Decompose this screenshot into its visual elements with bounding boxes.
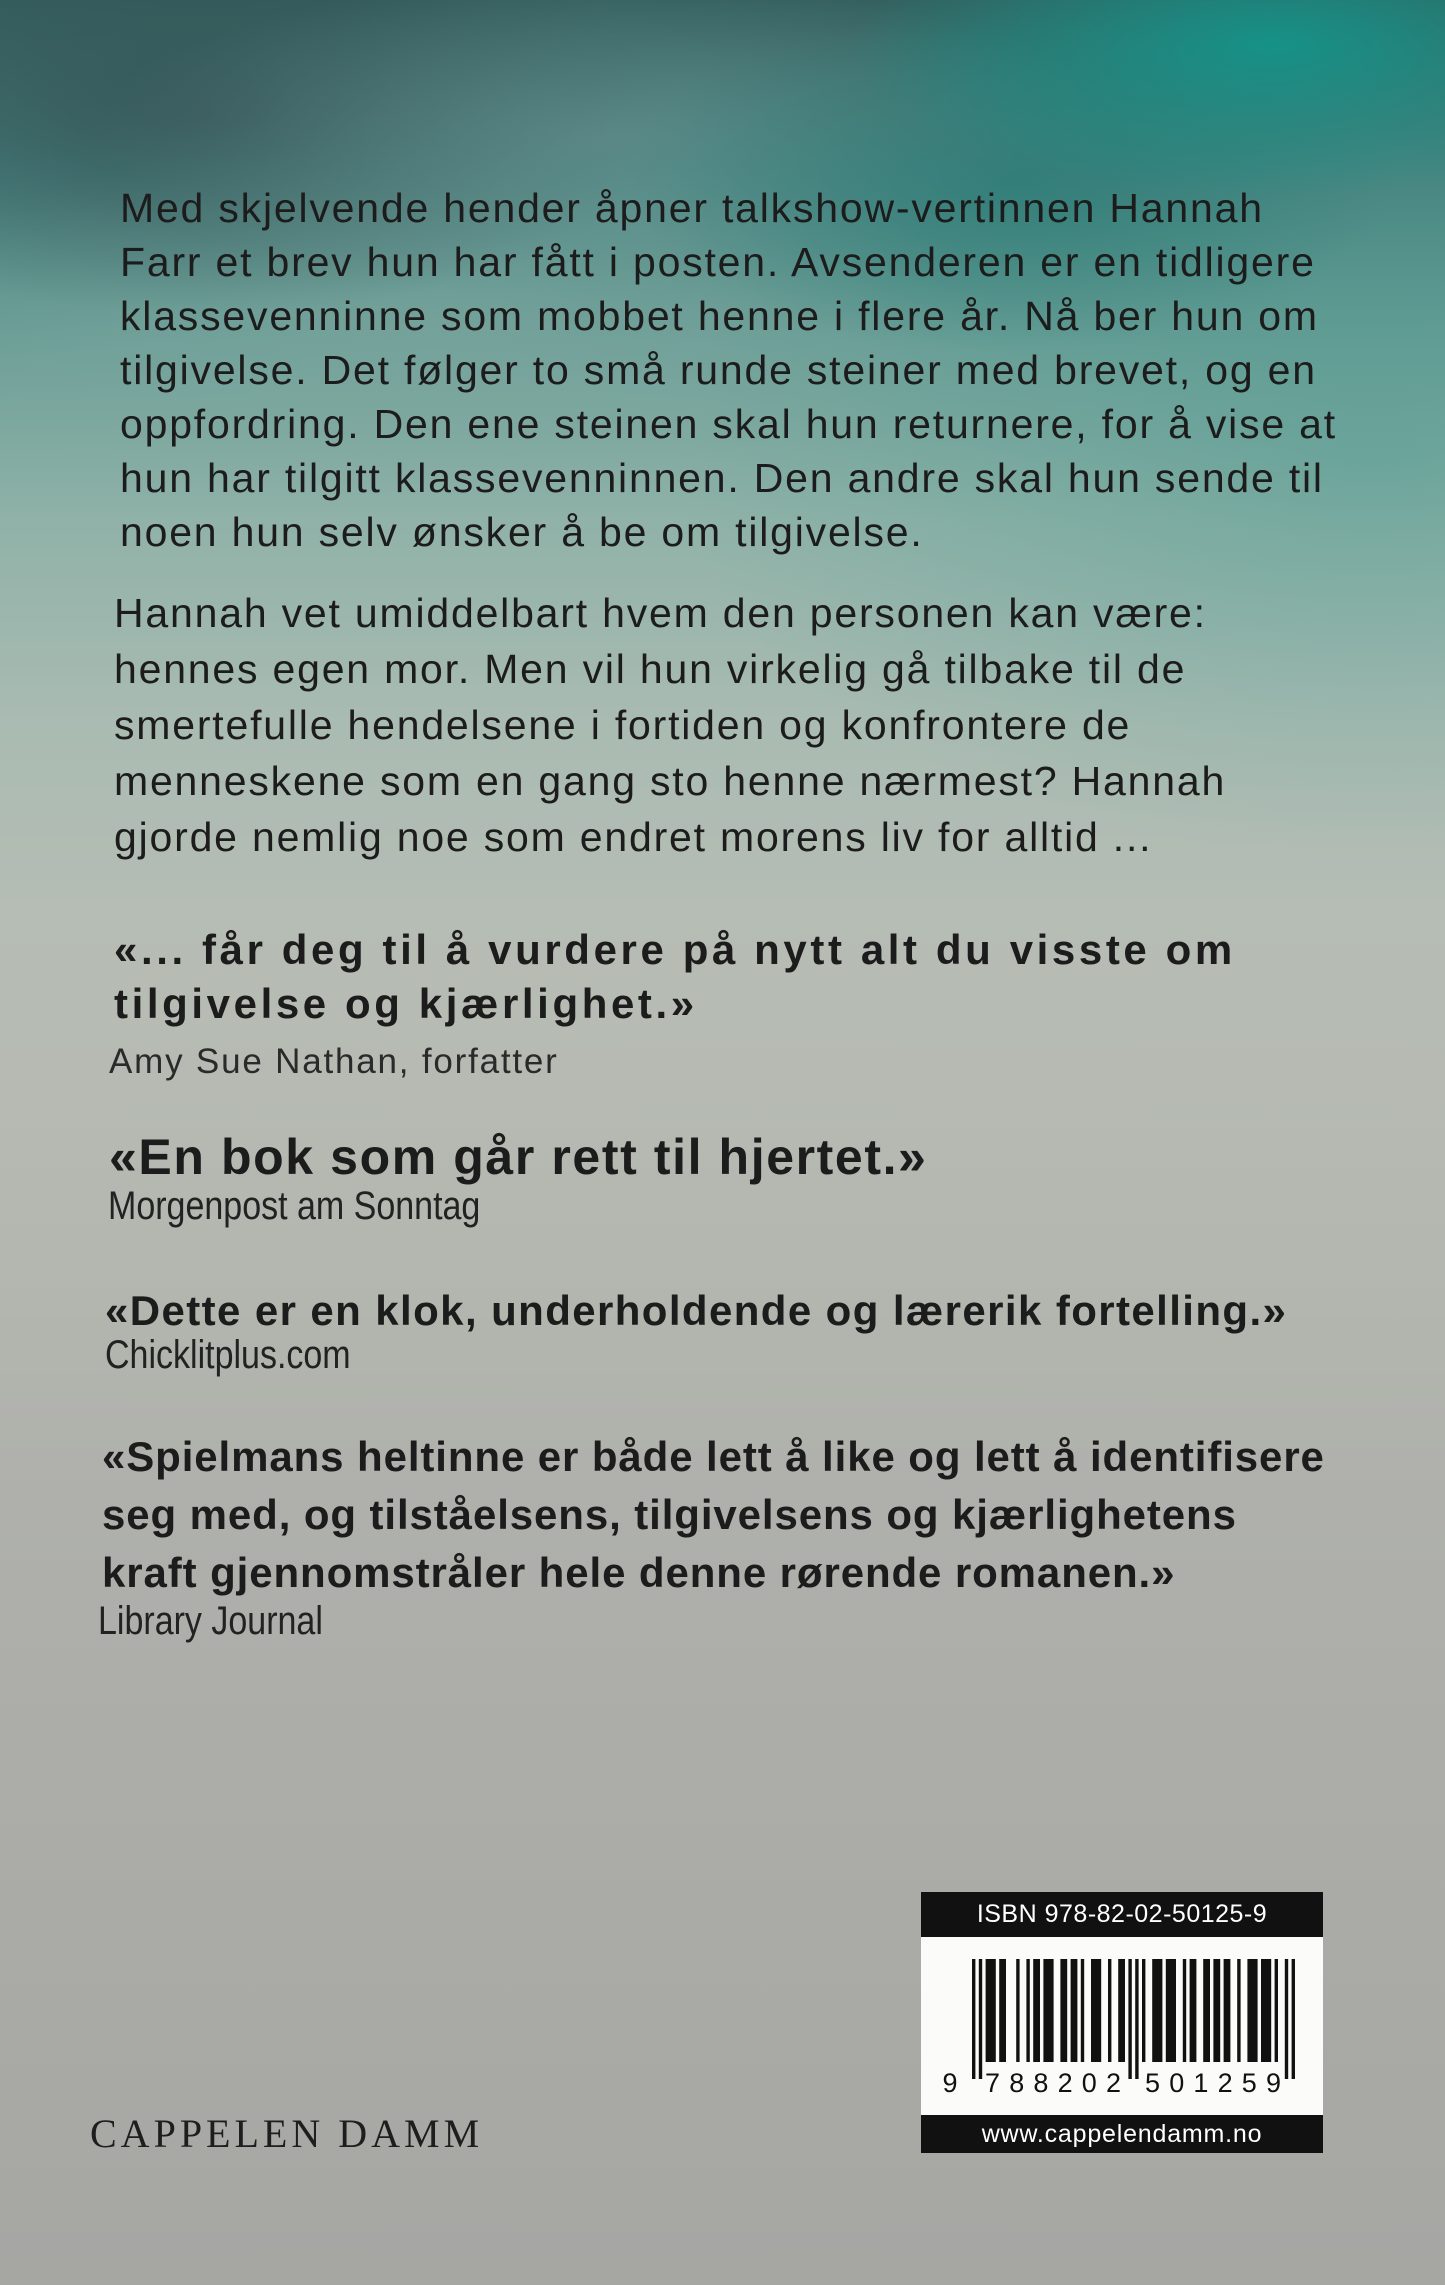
barcode-box <box>921 1892 1323 2153</box>
barcode-bar <box>1026 1959 1029 2062</box>
barcode-bar <box>1247 1959 1257 2062</box>
barcode-guard-bar <box>1128 1959 1131 2079</box>
barcode-area <box>921 1937 1323 2115</box>
barcode-guard-bar <box>1135 1959 1138 2079</box>
quote-line: seg med, og tilståelsens, tilgivelsens og kjærlighetens <box>102 1491 1237 1538</box>
blurb-line: menneskene som en gang sto henne nærmest? Hannah <box>114 758 1227 804</box>
quote-source: Chicklitplus.com <box>105 1333 351 1377</box>
quote-line: «Spielmans heltinne er både lett å like og lett å identifisere <box>102 1433 1325 1480</box>
quote-line: «... får deg til å vurdere på nytt alt du visste om <box>114 926 1236 973</box>
blurb-line: tilgivelse. Det følger to små runde steiner med brevet, og en <box>120 347 1317 393</box>
barcode-bar <box>999 1959 1006 2062</box>
barcode-bar <box>1213 1959 1220 2062</box>
quote-line: kraft gjennomstråler hele denne rørende romanen.» <box>102 1549 1176 1596</box>
isbn-label: ISBN 978-82-02-50125-9 <box>921 1892 1323 1937</box>
barcode-bar <box>1224 1959 1231 2062</box>
barcode-bar <box>1237 1959 1240 2062</box>
barcode-bar <box>1091 1959 1101 2062</box>
barcode-bar <box>1261 1959 1271 2062</box>
blurb-line: smertefulle hendelsene i fortiden og konfrontere de <box>114 702 1132 748</box>
barcode-bar <box>1183 1959 1186 2062</box>
blurb-line: hun har tilgitt klassevenninnen. Den andre skal hun sende til <box>120 455 1324 501</box>
barcode-bar <box>1081 1959 1084 2062</box>
quote-source: Library Journal <box>98 1599 323 1643</box>
barcode-bars <box>972 1959 1295 2079</box>
barcode-bar <box>1166 1959 1176 2062</box>
blurb-line: oppfordring. Den ene steinen skal hun returnere, for å vise at <box>120 401 1337 447</box>
barcode-guard-bar <box>972 1959 975 2079</box>
barcode-bar <box>1190 1959 1197 2062</box>
blurb-line: klassevenninne som mobbet henne i flere år. Nå ber hun om <box>120 293 1319 339</box>
barcode-guard-bar <box>1292 1959 1295 2079</box>
barcode-bar <box>986 1959 996 2062</box>
quote-source: Morgenpost am Sonntag <box>108 1184 481 1228</box>
review-quote <box>105 1284 1287 1338</box>
publisher-website: www.cappelendamm.no <box>921 2115 1323 2153</box>
barcode-guard-bar <box>1285 1959 1288 2079</box>
barcode-bar <box>1275 1959 1278 2062</box>
blurb-line: Farr et brev hun har fått i posten. Avsenderen er en tidligere <box>120 239 1316 285</box>
barcode-bar <box>1203 1959 1210 2062</box>
barcode-bar <box>1016 1959 1019 2062</box>
quote-line: «Dette er en klok, underholdende og lærerik fortelling.» <box>105 1287 1288 1334</box>
barcode-bar <box>1152 1959 1162 2062</box>
barcode-bar <box>1033 1959 1040 2062</box>
blurb-line: Hannah vet umiddelbart hvem den personen kan være: <box>114 590 1207 636</box>
barcode-bar <box>1108 1959 1111 2062</box>
blurb-paragraph-1 <box>120 181 1337 559</box>
barcode-guard-bar <box>979 1959 982 2079</box>
review-quote <box>102 1428 1325 1602</box>
barcode-bar <box>1071 1959 1078 2062</box>
publisher-logo: CAPPELEN DAMM <box>90 2111 484 2156</box>
barcode <box>921 1937 1323 2115</box>
barcode-first-digit: 9 <box>942 2068 958 2098</box>
barcode-right-digits: 501259 <box>1145 2068 1281 2098</box>
barcode-bar <box>1142 1959 1145 2062</box>
barcode-left-digits: 788202 <box>985 2068 1121 2098</box>
blurb-line: gjorde nemlig noe som endret morens liv for alltid ... <box>114 814 1153 860</box>
quote-line: «En bok som går rett til hjertet.» <box>109 1129 928 1185</box>
barcode-bar <box>1060 1959 1067 2062</box>
blurb-line: noen hun selv ønsker å be om tilgivelse. <box>120 509 924 555</box>
review-quote <box>109 1127 927 1187</box>
quote-line: tilgivelse og kjærlighet.» <box>114 980 698 1027</box>
blurb-line: Med skjelvende hender åpner talkshow-vertinnen Hannah <box>120 185 1264 231</box>
barcode-bar <box>1043 1959 1053 2062</box>
barcode-bar <box>1118 1959 1125 2062</box>
review-quote <box>114 923 1236 1031</box>
blurb-paragraph-2 <box>114 585 1226 865</box>
blurb-line: hennes egen mor. Men vil hun virkelig gå tilbake til de <box>114 646 1187 692</box>
quote-source: Amy Sue Nathan, forfatter <box>109 1042 559 1081</box>
